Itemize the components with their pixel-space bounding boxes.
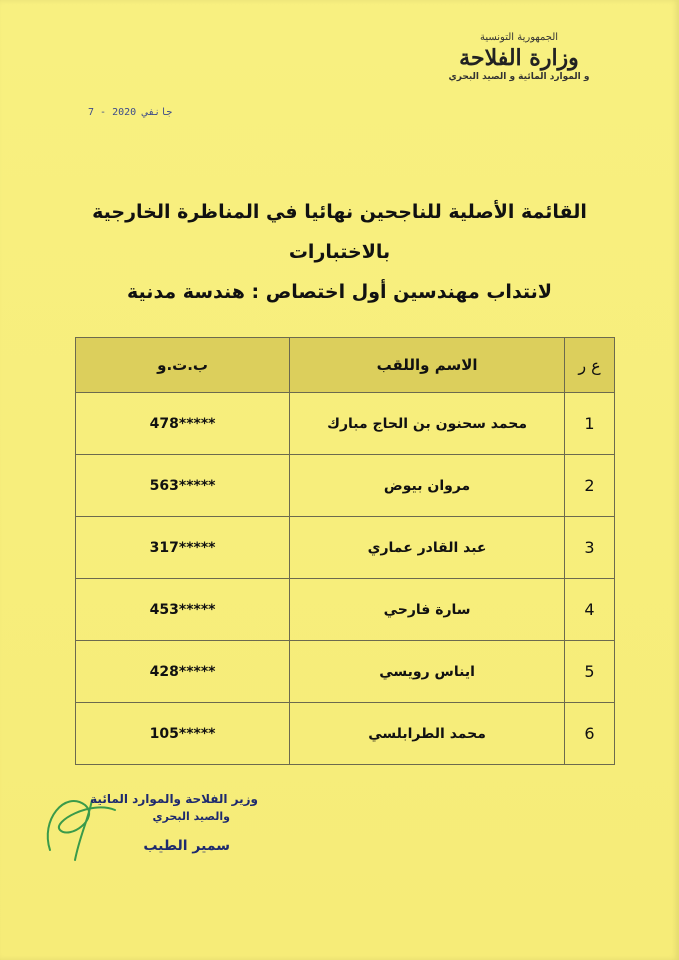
row-number: 5 xyxy=(564,641,614,703)
signature-block xyxy=(58,790,258,854)
table-row xyxy=(76,703,615,765)
republic-label: الجمهورية التونسية xyxy=(479,32,559,43)
header-number: ع ر xyxy=(564,338,614,393)
ministry-subtitle: و الموارد المائية و الصيد البحري xyxy=(448,72,590,82)
row-number: 2 xyxy=(564,455,614,517)
table-header-row xyxy=(76,338,615,393)
header-name: الاسم واللقب xyxy=(290,338,565,393)
ministry-header xyxy=(429,32,609,82)
header-id: ب.ت.و xyxy=(76,338,290,393)
row-number: 3 xyxy=(564,517,614,579)
row-id: 428***** xyxy=(76,641,290,703)
table-row xyxy=(76,455,615,517)
row-name: محمد الطرابلسي xyxy=(290,703,565,765)
row-number: 6 xyxy=(564,703,614,765)
row-id: 317***** xyxy=(76,517,290,579)
results-table xyxy=(75,337,615,765)
signatory-subtitle: والصيد البحري xyxy=(152,810,230,823)
document-title xyxy=(70,192,609,312)
row-id: 105***** xyxy=(76,703,290,765)
table-row xyxy=(76,517,615,579)
row-id: 478***** xyxy=(76,393,290,455)
row-id: 563***** xyxy=(76,455,290,517)
row-name: سارة فارحي xyxy=(290,579,565,641)
ministry-name: وزارة الفلاحة xyxy=(459,45,579,71)
row-name: عبد القادر عماري xyxy=(290,517,565,579)
row-number: 1 xyxy=(564,393,614,455)
row-name: مروان بيوض xyxy=(290,455,565,517)
row-name: محمد سحنون بن الحاج مبارك xyxy=(290,393,565,455)
table-row xyxy=(76,579,615,641)
row-number: 4 xyxy=(564,579,614,641)
row-name: ايناس رويسي xyxy=(290,641,565,703)
title-line-2: لانتداب مهندسين أول اختصاص : هندسة مدنية xyxy=(127,281,552,303)
table-row xyxy=(76,393,615,455)
signatory-title: وزير الفلاحة والموارد المائية xyxy=(90,792,258,806)
row-id: 453***** xyxy=(76,579,290,641)
signatory-name: سمير الطيب xyxy=(143,838,230,854)
table-row xyxy=(76,641,615,703)
date-stamp: 7 - جانفي 2020 xyxy=(88,107,173,118)
title-line-1: القائمة الأصلية للناجحين نهائيا في المناظرة الخارجية بالاختبارات xyxy=(92,201,587,263)
